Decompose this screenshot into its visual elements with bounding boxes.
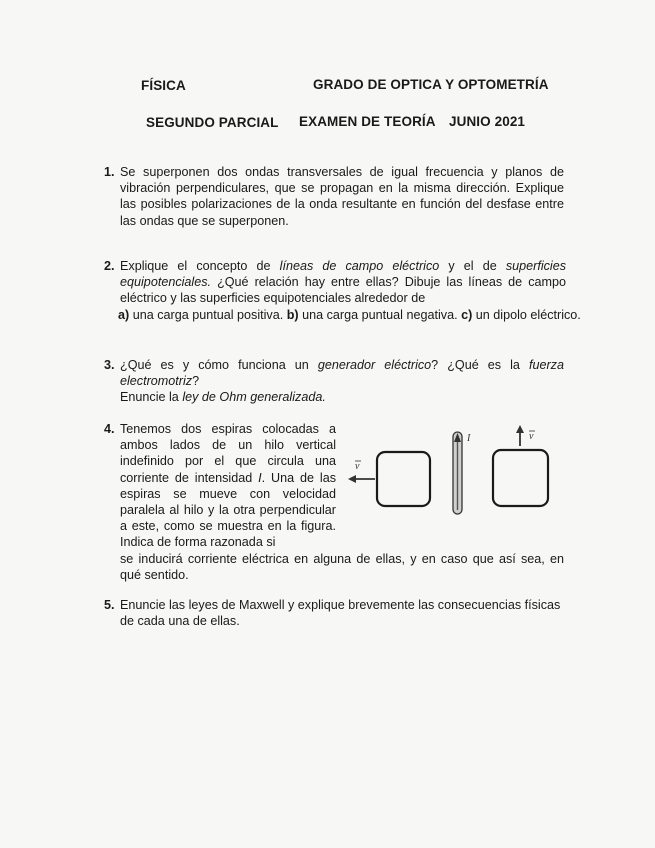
question-text: Explique el concepto de líneas de campo eléctrico y el de superficies equipotenciales. ¿Qué relación hay entre ellas? Dibuje las líneas de campo eléctrico y las superficies equipotenciales alrededor de — [120, 259, 567, 306]
question-items: a) una carga puntual positiva. b) una carga puntual negativa. c) un dipolo eléctrico. — [118, 307, 581, 322]
right-loop — [493, 450, 548, 506]
question-text-continued: se inducirá corriente eléctrica en alguna de ellas, y en caso que así sea, en qué sentido. — [120, 551, 564, 582]
question-number: 5. — [104, 598, 115, 612]
question-text-line2: Enuncie la ley de Ohm generalizada. — [120, 390, 326, 405]
left-loop — [377, 452, 430, 506]
term-equipotential: superficies equipotenciales. — [120, 259, 567, 290]
exam-date: JUNIO 2021 — [449, 114, 526, 129]
question-2 — [104, 258, 581, 323]
question-text: Se superponen dos ondas transversales de igual frecuencia y planos de vibración perpendiculares, que se propagan en la misma dirección. Explique las posibles polarizaciones de la onda resultante en función del desfase entre las ondas que se superponen. — [120, 165, 564, 228]
subject-title: FÍSICA — [141, 78, 186, 93]
question-text: Tenemos dos espiras colocadas a ambos lados de un hilo vertical indefinido por el que circula una corriente de intensidad I. Una de las espiras se mueve con velocidad paralela al hilo y la otra perpendicular a este, como se muestra en la figura. Indica de forma razonada si — [120, 422, 336, 550]
question-5 — [104, 597, 564, 629]
question-number: 4. — [104, 422, 115, 436]
arrowhead-icon — [348, 475, 356, 483]
exam-type: EXAMEN DE TEORÍA — [299, 114, 436, 129]
arrowhead-icon — [516, 425, 524, 433]
degree-title: GRADO DE OPTICA Y OPTOMETRÍA — [313, 77, 549, 92]
current-label: I — [467, 433, 471, 444]
term-emf: fuerza electromotriz — [120, 358, 564, 389]
question-text-line1: ¿Qué es y cómo funciona un generador eléctrico? ¿Qué es la fuerza electromotriz? — [120, 358, 564, 389]
exam-part: SEGUNDO PARCIAL — [146, 115, 279, 130]
question-3 — [104, 357, 564, 406]
figure-loops-and-wire — [345, 420, 565, 520]
question-1 — [104, 164, 564, 229]
question-number: 3. — [104, 358, 115, 372]
term-generator: generador eléctrico — [317, 358, 432, 372]
term-ohm-law: ley de Ohm generalizada. — [182, 390, 326, 405]
left-velocity-label: v — [355, 461, 360, 472]
term-field-lines: líneas de campo eléctrico — [279, 259, 440, 273]
right-velocity-label: v — [529, 431, 534, 442]
question-number: 1. — [104, 165, 115, 179]
question-text: Enuncie las leyes de Maxwell y explique brevemente las consecuencias físicas de cada una de ellas. — [120, 598, 561, 629]
question-number: 2. — [104, 259, 115, 273]
